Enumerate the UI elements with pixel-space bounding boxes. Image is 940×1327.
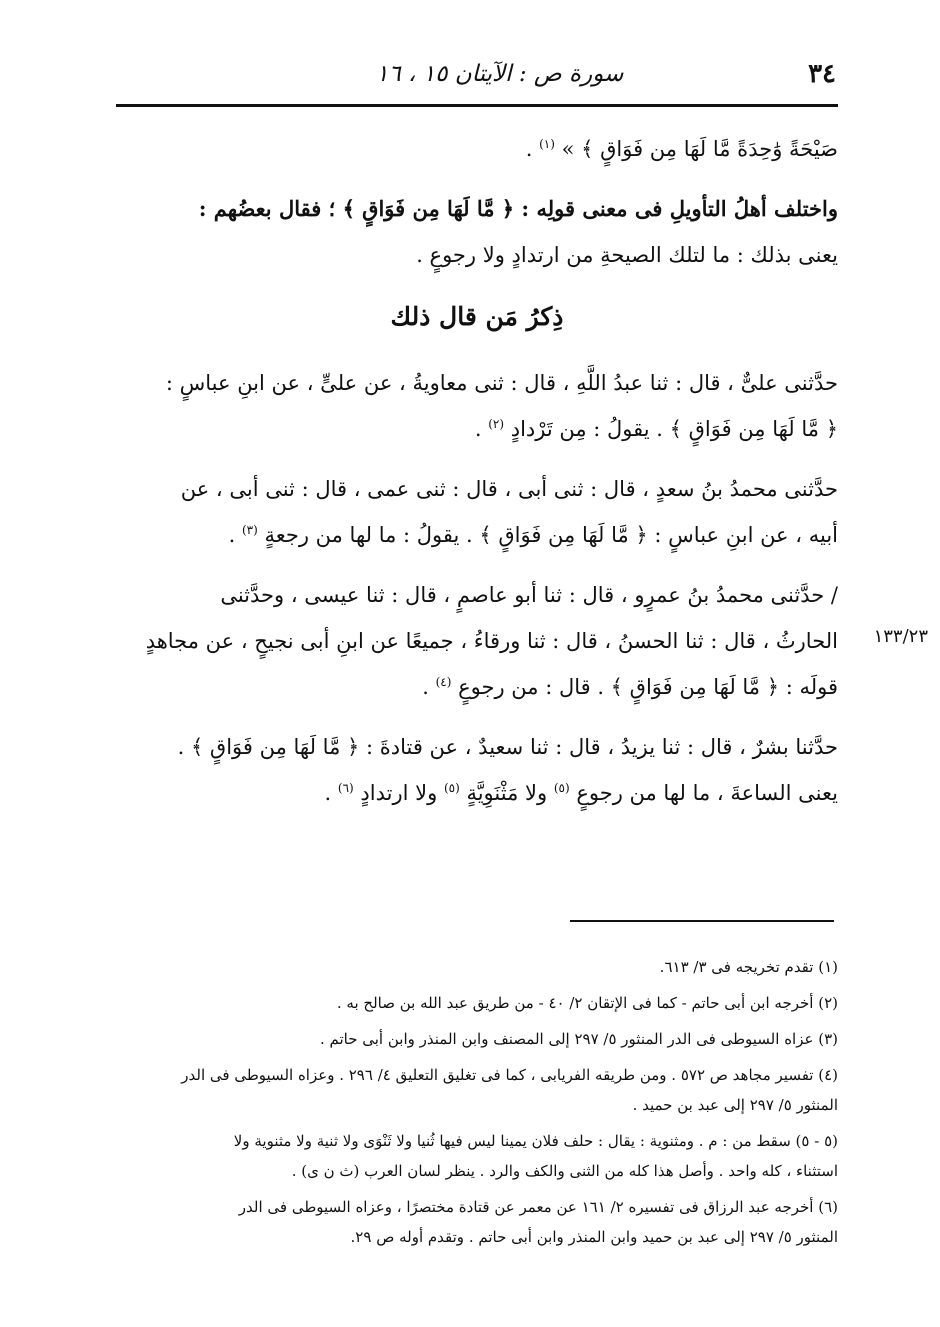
page-header — [116, 52, 836, 96]
footnote-ref: (٢) — [488, 417, 505, 431]
footnote-4: (٤) تفسير مجاهد ص ٥٧٢ . ومن طريقه الفريابى ، كما فى تغليق التعليق ٤/ ٢٩٦ . وعزاه السيوطى فى الدر المنثور ٥/ ٢٩٧ إلى عبد بن حميد . — [181, 1066, 838, 1114]
paragraph-1: صَيْحَةً وَٰحِدَةً مَّا لَهَا مِن فَوَاقٍ ﴾ » $^{(١)}$ . — [525, 137, 838, 161]
paragraph-4: حدَّثنى محمدُ بنُ سعدٍ ، قال : ثنى أبى ، قال : ثنى عمى ، قال : ثنى أبى ، عن أبيه ، عن ابنِ عباسٍ : ﴿ مَّا لَهَا مِن فَوَاقٍ ﴾ . يقولُ : ما لها من رجعةٍ $^{(٣)}$ . — [180, 477, 838, 547]
footnote-ref: (٤) — [435, 675, 452, 689]
paragraph-5: / حدَّثنى محمدُ بنُ عمرٍو ، قال : ثنا أبو عاصمٍ ، قال : ثنا عيسى ، وحدَّثنى الحارثُ ، قال : ثنا الحسنُ ، قال : ثنا ورقاءُ ، جميعًا عن ابنِ أبى نجيحٍ ، عن مجاهدٍ قولَه : ﴿ مَّا لَهَا مِن فَوَاقٍ ﴾ . قال : من رجوعٍ $^{(٤)}$ . — [145, 583, 838, 699]
footnote-ref: (٥) — [443, 781, 460, 795]
margin-page-reference: ١٣٣/٢٣ — [873, 626, 928, 647]
section-heading: ذِكرُ مَن قال ذلك — [390, 302, 564, 331]
running-title: سورة ص : الآيتان ١٥ ، ١٦ — [376, 61, 624, 87]
quran-quote: صَيْحَةً وَٰحِدَةً مَّا لَهَا مِن فَوَاقٍ ﴾ » — [561, 137, 838, 161]
paragraph-6: حدَّثنا بشرٌ ، قال : ثنا يزيدُ ، قال : ثنا سعيدٌ ، عن قتادةَ : ﴿ مَّا لَهَا مِن فَوَاقٍ ﴾ . يعنى الساعةَ ، ما لها من رجوعٍ $^{(٥)}$ ولا مَثْنَوِيَّةٍ $^{(٥)}$ ولا ارتدادٍ $^{(٦)}$ . — [177, 735, 838, 805]
footnote-1: (١) تقدم تخريجه فى ٣/ ٦١٣. — [659, 958, 838, 976]
footnote-ref: (٦) — [337, 781, 354, 795]
footnote-6: (٦) أخرجه عبد الرزاق فى تفسيره ٢/ ١٦١ عن معمر عن قتادة مختصرًا ، وعزاه السيوطى فى الدر المنثور ٥/ ٢٩٧ إلى عبد بن حميد وابن المنذر وابن أبى حاتم . وتقدم أوله ص ٢٩. — [238, 1198, 838, 1246]
footnote-ref: (١) — [539, 137, 555, 151]
footnote-ref: (٣) — [241, 523, 258, 537]
footnote-5: (٥ - ٥) سقط من : م . ومثنوية : يقال : حلف فلان يمينا ليس فيها ثُنيا ولا ثَنْوَى ولا ثنية ولا مثنوية ولا استثناء ، كله واحد . وأصل هذا كله من الثنى والكف والرد . ينظر لسان العرب (ث ن ى) . — [233, 1132, 838, 1180]
footnote-2: (٢) أخرجه ابن أبى حاتم - كما فى الإتقان ٢/ ٤٠ - من طريق عبد الله بن صالح به . — [336, 994, 838, 1012]
footnote-3: (٣) عزاه السيوطى فى الدر المنثور ٥/ ٢٩٧ إلى المصنف وابن المنذر وابن أبى حاتم . — [319, 1030, 838, 1048]
header-rule — [116, 104, 838, 107]
footnotes — [116, 952, 838, 1258]
page-number: ٣٤ — [808, 59, 836, 89]
paragraph-3: حدَّثنى علىٌّ ، قال : ثنا عبدُ اللَّهِ ، قال : ثنى معاويةُ ، عن علىٍّ ، عن ابنِ عباسٍ : ﴿ مَّا لَهَا مِن فَوَاقٍ ﴾ . يقولُ : مِن تَرْدادٍ $^{(٢)}$ . — [165, 371, 838, 441]
main-text — [116, 126, 838, 830]
footnote-rule — [570, 920, 834, 922]
footnote-ref: (٥) — [553, 781, 570, 795]
paragraph-2: واختلف أهلُ التأويلِ فى معنى قولِه : ﴿ مَّا لَهَا مِن فَوَاقٍ ﴾ ؛ فقال بعضُهم : يعنى بذلك : ما لتلك الصيحةِ من ارتدادٍ ولا رجوعٍ . — [198, 196, 838, 267]
